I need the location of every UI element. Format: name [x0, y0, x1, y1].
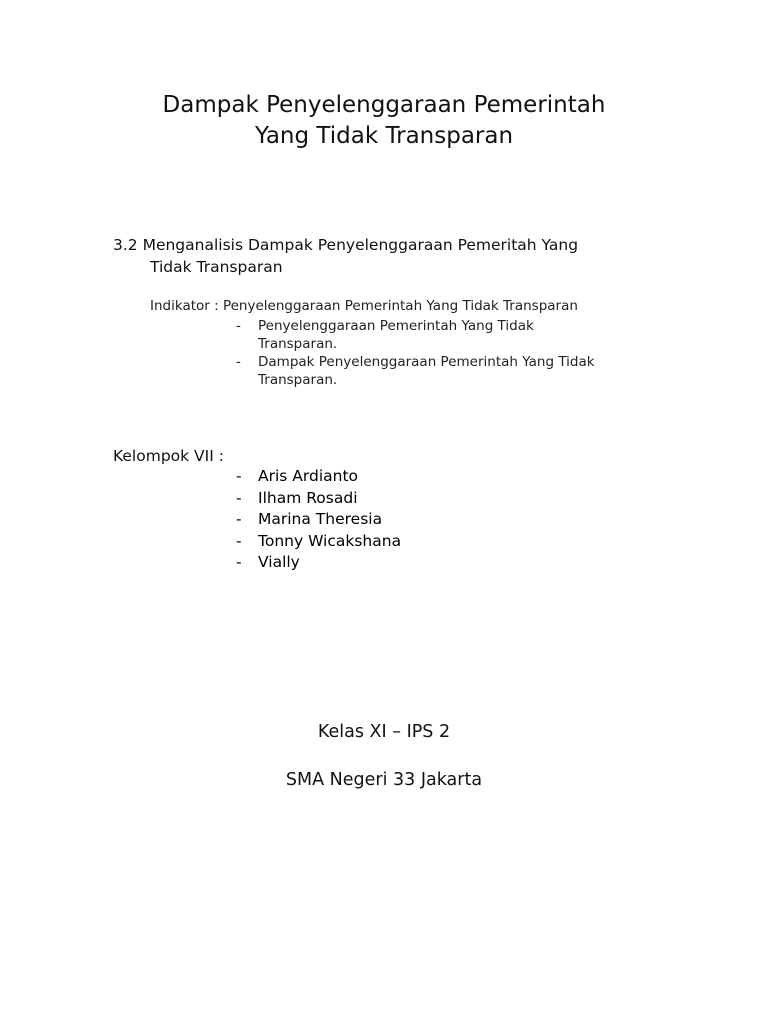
- list-dash: -: [236, 467, 242, 485]
- member-item: [236, 552, 536, 574]
- indikator-item: [236, 353, 676, 389]
- member-item: [236, 488, 536, 510]
- member-name: Aris Ardianto: [258, 467, 359, 485]
- member-name: Ilham Rosadi: [258, 488, 358, 507]
- competency-line-2: Tidak Transparan: [150, 258, 283, 276]
- group-label: Kelompok VII :: [113, 447, 224, 465]
- list-dash: -: [236, 318, 241, 334]
- member-name: Vially: [258, 553, 300, 571]
- member-item: [236, 531, 536, 553]
- member-item: [236, 509, 536, 531]
- member-name: Tonny Wicakshana: [258, 531, 402, 550]
- competency-statement: [113, 234, 673, 278]
- indikator-label: Indikator : Penyelenggaraan Pemerintah Yang Tidak Transparan: [150, 298, 578, 314]
- competency-line-1: 3.2 Menganalisis Dampak Penyelenggaraan Pemeritah Yang: [113, 236, 579, 254]
- document-title: [0, 90, 768, 152]
- indikator-item-line-1: Dampak Penyelenggaraan Pemerintah Yang Tidak: [258, 354, 595, 370]
- class-label: Kelas XI – IPS 2: [317, 722, 451, 742]
- indikator-item: [236, 317, 676, 353]
- indikator-item-line-2: Transparan.: [258, 372, 338, 388]
- list-dash: -: [236, 354, 241, 370]
- indikator-item-line-1: Penyelenggaraan Pemerintah Yang Tidak: [258, 318, 534, 334]
- school-label: SMA Negeri 33 Jakarta: [285, 770, 483, 790]
- list-dash: -: [236, 531, 242, 550]
- member-name: Marina Theresia: [258, 510, 383, 528]
- indikator-item-line-2: Transparan.: [258, 336, 338, 352]
- list-dash: -: [236, 553, 242, 571]
- title-line-2: Yang Tidak Transparan: [254, 123, 514, 149]
- list-dash: -: [236, 488, 242, 507]
- member-item: [236, 466, 536, 488]
- list-dash: -: [236, 510, 242, 528]
- title-line-1: Dampak Penyelenggaraan Pemerintah: [162, 92, 606, 118]
- indikator-list: [236, 317, 676, 389]
- member-list: [236, 466, 536, 574]
